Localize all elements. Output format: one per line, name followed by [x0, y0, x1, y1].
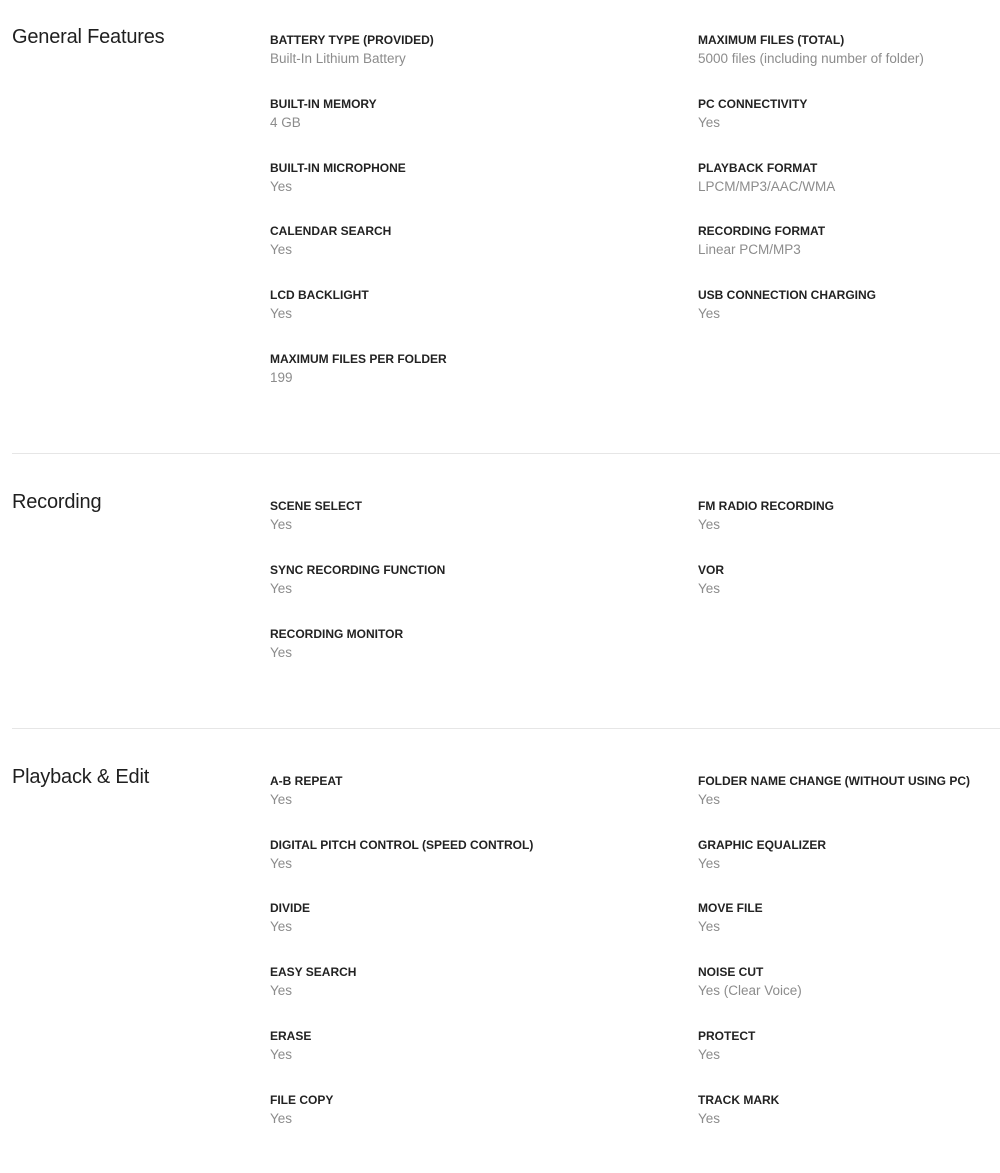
spec-label: MOVE FILE [698, 901, 763, 915]
spec-file-copy [270, 1092, 570, 1128]
spec-maximum-files-total [698, 32, 998, 68]
spec-easy-search [270, 964, 570, 1000]
spec-usb-connection-charging [698, 287, 998, 323]
spec-value: Yes [698, 115, 721, 130]
spec-fm-radio-recording [698, 498, 998, 534]
spec-value: Yes (Clear Voice) [698, 983, 802, 998]
spec-value: Yes [698, 919, 721, 934]
spec-protect [698, 1028, 998, 1064]
spec-label: PC CONNECTIVITY [698, 97, 808, 111]
spec-move-file [698, 900, 998, 936]
spec-value: Yes [698, 792, 721, 807]
spec-value: Yes [270, 242, 293, 257]
spec-playback-format [698, 160, 998, 196]
spec-calendar-search [270, 223, 570, 259]
spec-label: PROTECT [698, 1029, 756, 1043]
spec-divide [270, 900, 570, 936]
spec-recording-monitor [270, 626, 570, 662]
spec-maximum-files-per-folder [270, 351, 570, 387]
spec-graphic-equalizer [698, 837, 998, 873]
spec-sync-recording-function [270, 562, 570, 598]
spec-value: Yes [270, 792, 293, 807]
spec-label: SCENE SELECT [270, 499, 363, 513]
spec-recording-format [698, 223, 998, 259]
spec-label: BUILT-IN MICROPHONE [270, 161, 406, 175]
spec-label: FILE COPY [270, 1093, 334, 1107]
section-title: General Features [12, 26, 165, 48]
section-general-features [12, 0, 1000, 453]
section-title: Playback & Edit [12, 766, 150, 788]
spec-value: Yes [270, 856, 293, 871]
spec-vor [698, 562, 998, 598]
spec-value: Linear PCM/MP3 [698, 242, 801, 257]
spec-value: Yes [270, 983, 293, 998]
spec-value: Yes [270, 1047, 293, 1062]
spec-label: TRACK MARK [698, 1093, 780, 1107]
spec-value: Yes [270, 1111, 293, 1126]
spec-battery-type [270, 32, 570, 68]
spec-label: FM RADIO RECORDING [698, 499, 834, 513]
section-playback-edit [12, 728, 1000, 1173]
spec-value: LPCM/MP3/AAC/WMA [698, 179, 836, 194]
spec-label: ERASE [270, 1029, 312, 1043]
spec-erase [270, 1028, 570, 1064]
spec-value: Yes [270, 517, 293, 532]
spec-label: NOISE CUT [698, 965, 764, 979]
spec-value: Yes [270, 179, 293, 194]
spec-label: PLAYBACK FORMAT [698, 161, 818, 175]
spec-label: A-B REPEAT [270, 774, 343, 788]
spec-value: Yes [270, 306, 293, 321]
spec-label: BUILT-IN MEMORY [270, 97, 377, 111]
spec-label: SYNC RECORDING FUNCTION [270, 563, 446, 577]
spec-value: Yes [270, 645, 293, 660]
section-recording [12, 453, 1000, 728]
spec-value: Yes [698, 517, 721, 532]
spec-label: EASY SEARCH [270, 965, 357, 979]
spec-value: 4 GB [270, 115, 301, 130]
spec-value: 199 [270, 370, 293, 385]
spec-a-b-repeat [270, 773, 570, 809]
spec-value: Yes [698, 306, 721, 321]
spec-label: DIGITAL PITCH CONTROL (SPEED CONTROL) [270, 838, 534, 852]
spec-value: Yes [698, 581, 721, 596]
spec-label: VOR [698, 563, 725, 577]
spec-folder-name-change [698, 773, 998, 809]
spec-track-mark [698, 1092, 998, 1128]
spec-pc-connectivity [698, 96, 998, 132]
spec-label: GRAPHIC EQUALIZER [698, 838, 827, 852]
spec-label: MAXIMUM FILES PER FOLDER [270, 352, 447, 366]
spec-label: USB CONNECTION CHARGING [698, 288, 877, 302]
spec-label: RECORDING FORMAT [698, 224, 826, 238]
spec-label: FOLDER NAME CHANGE (WITHOUT USING PC) [698, 774, 970, 788]
section-title: Recording [12, 491, 102, 513]
spec-digital-pitch-control [270, 837, 570, 873]
spec-label: CALENDAR SEARCH [270, 224, 392, 238]
spec-noise-cut [698, 964, 998, 1000]
spec-value: Yes [270, 919, 293, 934]
spec-lcd-backlight [270, 287, 570, 323]
spec-value: Built-In Lithium Battery [270, 51, 406, 66]
spec-value: 5000 files (including number of folder) [698, 51, 924, 66]
spec-label: BATTERY TYPE (PROVIDED) [270, 33, 434, 47]
spec-value: Yes [698, 856, 721, 871]
spec-label: LCD BACKLIGHT [270, 288, 369, 302]
spec-label: DIVIDE [270, 901, 311, 915]
spec-label: MAXIMUM FILES (TOTAL) [698, 33, 845, 47]
spec-value: Yes [698, 1111, 721, 1126]
spec-value: Yes [698, 1047, 721, 1062]
spec-value: Yes [270, 581, 293, 596]
spec-built-in-memory [270, 96, 570, 132]
spec-built-in-microphone [270, 160, 570, 196]
spec-label: RECORDING MONITOR [270, 627, 404, 641]
spec-scene-select [270, 498, 570, 534]
